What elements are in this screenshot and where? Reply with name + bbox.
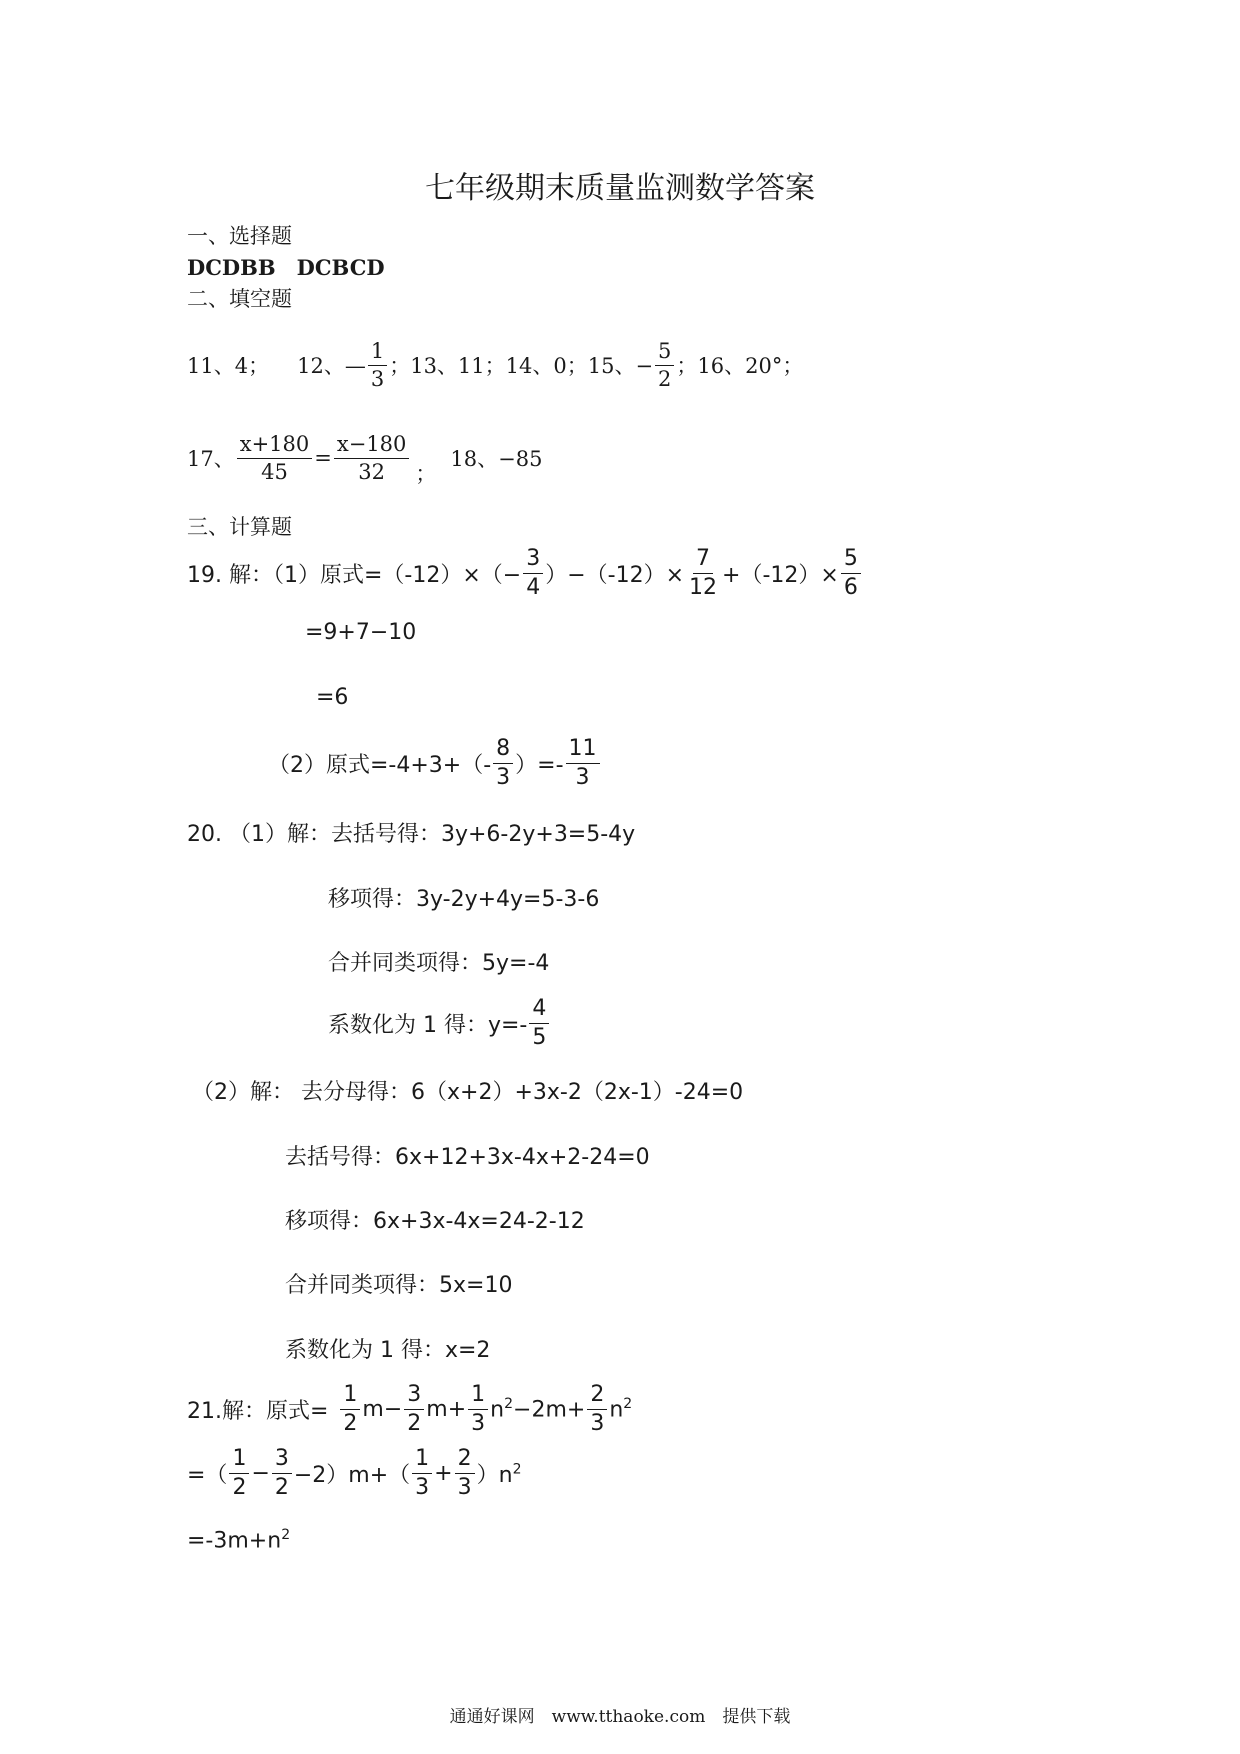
fraction-numerator: 1 (229, 1447, 249, 1473)
q21-term-b: m+ (426, 1396, 467, 1422)
q19-fraction-2 (686, 547, 720, 598)
fraction-denominator: 2 (232, 1474, 247, 1500)
fraction-denominator: 3 (590, 1410, 605, 1436)
fraction-numerator: 1 (368, 340, 387, 365)
fraction-denominator: 2 (407, 1410, 422, 1436)
q20-part-2-line-2: 去括号得：6x+12+3x-4x+2-24=0 (285, 1145, 650, 1170)
fill-line-1 (187, 330, 803, 400)
q19-mid-2: +（-12）× (722, 562, 839, 588)
q21-line-3-exponent: 2 (281, 1527, 291, 1543)
q21-term-d-exponent: 2 (623, 1395, 633, 1412)
fraction-numerator: 11 (566, 737, 600, 763)
q21-line-3-text: =-3m+n (187, 1528, 282, 1554)
fraction-denominator: 2 (343, 1410, 358, 1436)
q20-line-4-fraction (529, 997, 549, 1048)
choice-answers: DCDBB DCBCD (187, 255, 385, 280)
q20-line-4-lead: 系数化为 1 得：y=- (328, 1012, 528, 1038)
fraction-numerator: 2 (455, 1447, 475, 1473)
fill-17-equals: = (314, 446, 332, 470)
fraction-numerator: 4 (529, 997, 549, 1023)
q21-lead: 21.解：原式= (187, 1398, 329, 1424)
page-title: 七年级期末质量监测数学答案 (425, 171, 815, 206)
q21-term-c-rest: −2m+ (513, 1397, 586, 1423)
fill-18: 18、−85 (450, 447, 543, 471)
q21-term-g: + (434, 1460, 453, 1486)
q21-term-h-exponent: 2 (512, 1461, 522, 1478)
fill-17-fraction-right (334, 433, 410, 482)
fill-heading: 二、填空题 (187, 287, 292, 311)
q21-line-2 (187, 1440, 521, 1506)
q19-mid-1: ）−（-12）× (545, 562, 685, 588)
q20-line-2: 移项得：3y-2y+4y=5-3-6 (328, 887, 600, 912)
q19-lead: 19. 解：（1）原式=（-12）×（− (187, 562, 522, 588)
fraction-denominator: 6 (843, 574, 858, 600)
q19-part-2 (268, 730, 602, 796)
fraction-denominator: 32 (358, 459, 385, 484)
q21-term-d (609, 1396, 632, 1422)
q20-part-2-line-4: 合并同类项得：5x=10 (285, 1273, 513, 1298)
q21-term-h (477, 1458, 522, 1489)
q19-part-2-mid: ）=- (515, 752, 564, 778)
fraction-denominator: 3 (471, 1410, 486, 1436)
q20-line-4 (328, 990, 551, 1056)
fill-line-2 (187, 425, 542, 491)
fraction-numerator: x+180 (237, 433, 313, 458)
fraction-numerator: 2 (587, 1383, 607, 1409)
q19-fraction-3 (841, 547, 861, 598)
q20-part-2-line-1: （2）解： 去分母得：6（x+2）+3x-2（2x-1）-24=0 (192, 1080, 744, 1105)
fill-16: ；16、20°； (676, 354, 804, 378)
q21-term-c-base: n (490, 1397, 505, 1423)
q21-fraction-f (272, 1447, 292, 1498)
q21-fraction-d (587, 1383, 607, 1434)
fraction-numerator: 7 (693, 547, 713, 573)
fraction-numerator: 1 (412, 1447, 432, 1473)
q21-term-e: − (251, 1460, 270, 1486)
q20-part-2-line-5: 系数化为 1 得：x=2 (285, 1338, 491, 1363)
q21-line-1 (187, 1376, 632, 1442)
q21-term-c-exponent: 2 (504, 1395, 514, 1412)
fill-17-fraction-left (237, 433, 313, 482)
fraction-denominator: 2 (658, 366, 672, 391)
fill-17-prefix: 17、 (187, 447, 235, 471)
fraction-denominator: 45 (261, 459, 288, 484)
fraction-denominator: 3 (457, 1474, 472, 1500)
fraction-denominator: 5 (532, 1024, 547, 1050)
q21-line-2-lead: =（ (187, 1462, 228, 1488)
fill-17-separator: ； (415, 462, 437, 486)
fraction-numerator: x−180 (334, 433, 410, 458)
q21-term-c (490, 1396, 585, 1422)
q21-fraction-c (468, 1383, 488, 1434)
fraction-denominator: 3 (415, 1474, 430, 1500)
q19-part-2-fraction-1 (493, 737, 513, 788)
q21-fraction-b (404, 1383, 424, 1434)
q20-line-3: 合并同类项得：5y=-4 (328, 951, 550, 976)
q21-term-f: −2）m+（ (293, 1462, 411, 1488)
q19-step-3: =6 (316, 685, 349, 710)
fill-13-15: ；13、11；14、0；15、− (389, 354, 654, 378)
fill-15-fraction (655, 340, 674, 389)
fraction-denominator: 3 (496, 764, 511, 790)
q21-fraction-e (229, 1447, 249, 1498)
fraction-numerator: 3 (523, 547, 543, 573)
calc-heading: 三、计算题 (187, 515, 292, 539)
q19-fraction-1 (523, 547, 543, 598)
q19-step-2: =9+7−10 (305, 620, 417, 645)
q21-term-a: m− (362, 1396, 403, 1422)
fraction-numerator: 5 (655, 340, 674, 365)
q19-part-2-lead: （2）原式=-4+3+（- (268, 752, 492, 778)
fraction-denominator: 3 (370, 366, 385, 391)
fraction-denominator: 12 (689, 574, 718, 600)
fraction-denominator: 2 (274, 1474, 289, 1500)
fill-11: 11、4； (187, 354, 270, 378)
fraction-denominator: 4 (526, 574, 541, 600)
q19-line-1 (187, 540, 863, 606)
choice-heading: 一、选择题 (187, 224, 292, 248)
q20-part-2-line-3: 移项得：6x+3x-4x=24-2-12 (285, 1209, 585, 1234)
fill-12-prefix: 12、— (297, 354, 366, 378)
fraction-numerator: 1 (468, 1383, 488, 1409)
q21-term-d-base: n (609, 1397, 624, 1423)
q21-fraction-g (412, 1447, 432, 1498)
fraction-numerator: 3 (272, 1447, 292, 1473)
fill-12-fraction (368, 340, 387, 389)
fraction-numerator: 3 (404, 1383, 424, 1409)
q21-line-3 (187, 1527, 290, 1553)
fraction-numerator: 1 (340, 1383, 360, 1409)
q19-part-2-fraction-2 (566, 737, 600, 788)
q20-line-1: 20. （1）解：去括号得：3y+6-2y+3=5-4y (187, 822, 636, 847)
q21-fraction-a (340, 1383, 360, 1434)
fraction-denominator: 3 (575, 764, 590, 790)
fraction-numerator: 8 (493, 737, 513, 763)
fraction-numerator: 5 (841, 547, 861, 573)
footer-source: 通通好课网 www.tthaoke.com 提供下载 (449, 1707, 791, 1727)
q21-fraction-h (455, 1447, 475, 1498)
q21-term-h-base: ）n (476, 1462, 513, 1488)
